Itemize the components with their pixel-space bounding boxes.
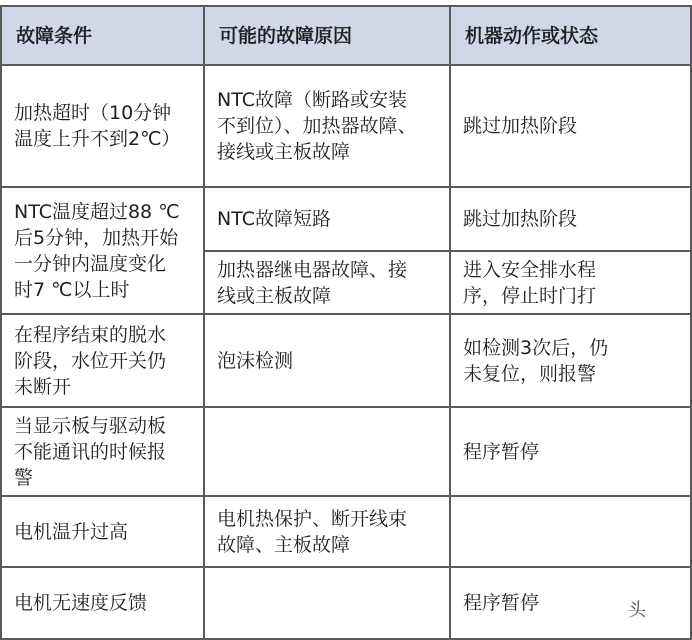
table-row <box>0 65 691 187</box>
possible-cause-cell: NTC故障短路 <box>204 187 450 251</box>
machine-action-cell: 跳过加热阶段 <box>450 65 691 187</box>
possible-cause-cell <box>204 567 450 639</box>
possible-cause-cell: 泡沫检测 <box>204 314 450 407</box>
fault-condition-cell: 加热超时（10分钟 温度上升不到2℃） <box>1 65 204 187</box>
possible-cause-cell: 加热器继电器故障、接 线或主板故障 <box>204 251 450 314</box>
machine-action-cell: 程序暂停 <box>450 567 691 639</box>
table-row <box>0 187 691 251</box>
header-fault-condition: 故障条件 <box>1 6 204 65</box>
header-possible-cause: 可能的故障原因 <box>204 6 450 65</box>
corner-watermark-glyph: 头 <box>628 600 646 621</box>
possible-cause-cell: 电机热保护、断开线束 故障、主板故障 <box>204 496 450 567</box>
machine-action-cell <box>450 496 691 567</box>
table-row <box>0 407 691 496</box>
table-row <box>0 567 691 639</box>
fault-condition-cell: NTC温度超过88 ℃ 后5分钟，加热开始 一分钟内温度变化 时7 ℃以上时 <box>1 187 204 314</box>
table-row <box>0 496 691 567</box>
table-header-row <box>0 6 691 65</box>
fault-table <box>0 5 692 640</box>
machine-action-cell: 跳过加热阶段 <box>450 187 691 251</box>
table-row <box>0 314 691 407</box>
fault-condition-cell: 电机温升过高 <box>1 496 204 567</box>
fault-condition-cell: 电机无速度反馈 <box>1 567 204 639</box>
header-machine-action: 机器动作或状态 <box>450 6 691 65</box>
possible-cause-cell <box>204 407 450 496</box>
machine-action-cell: 程序暂停 <box>450 407 691 496</box>
possible-cause-cell: NTC故障（断路或安装 不到位）、加热器故障、 接线或主板故障 <box>204 65 450 187</box>
fault-condition-cell: 在程序结束的脱水 阶段，水位开关仍 未断开 <box>1 314 204 407</box>
machine-action-cell: 进入安全排水程 序，停止时门打 <box>450 251 691 314</box>
fault-condition-cell: 当显示板与驱动板 不能通讯的时候报 警 <box>1 407 204 496</box>
machine-action-cell: 如检测3次后，仍 未复位，则报警 <box>450 314 691 407</box>
